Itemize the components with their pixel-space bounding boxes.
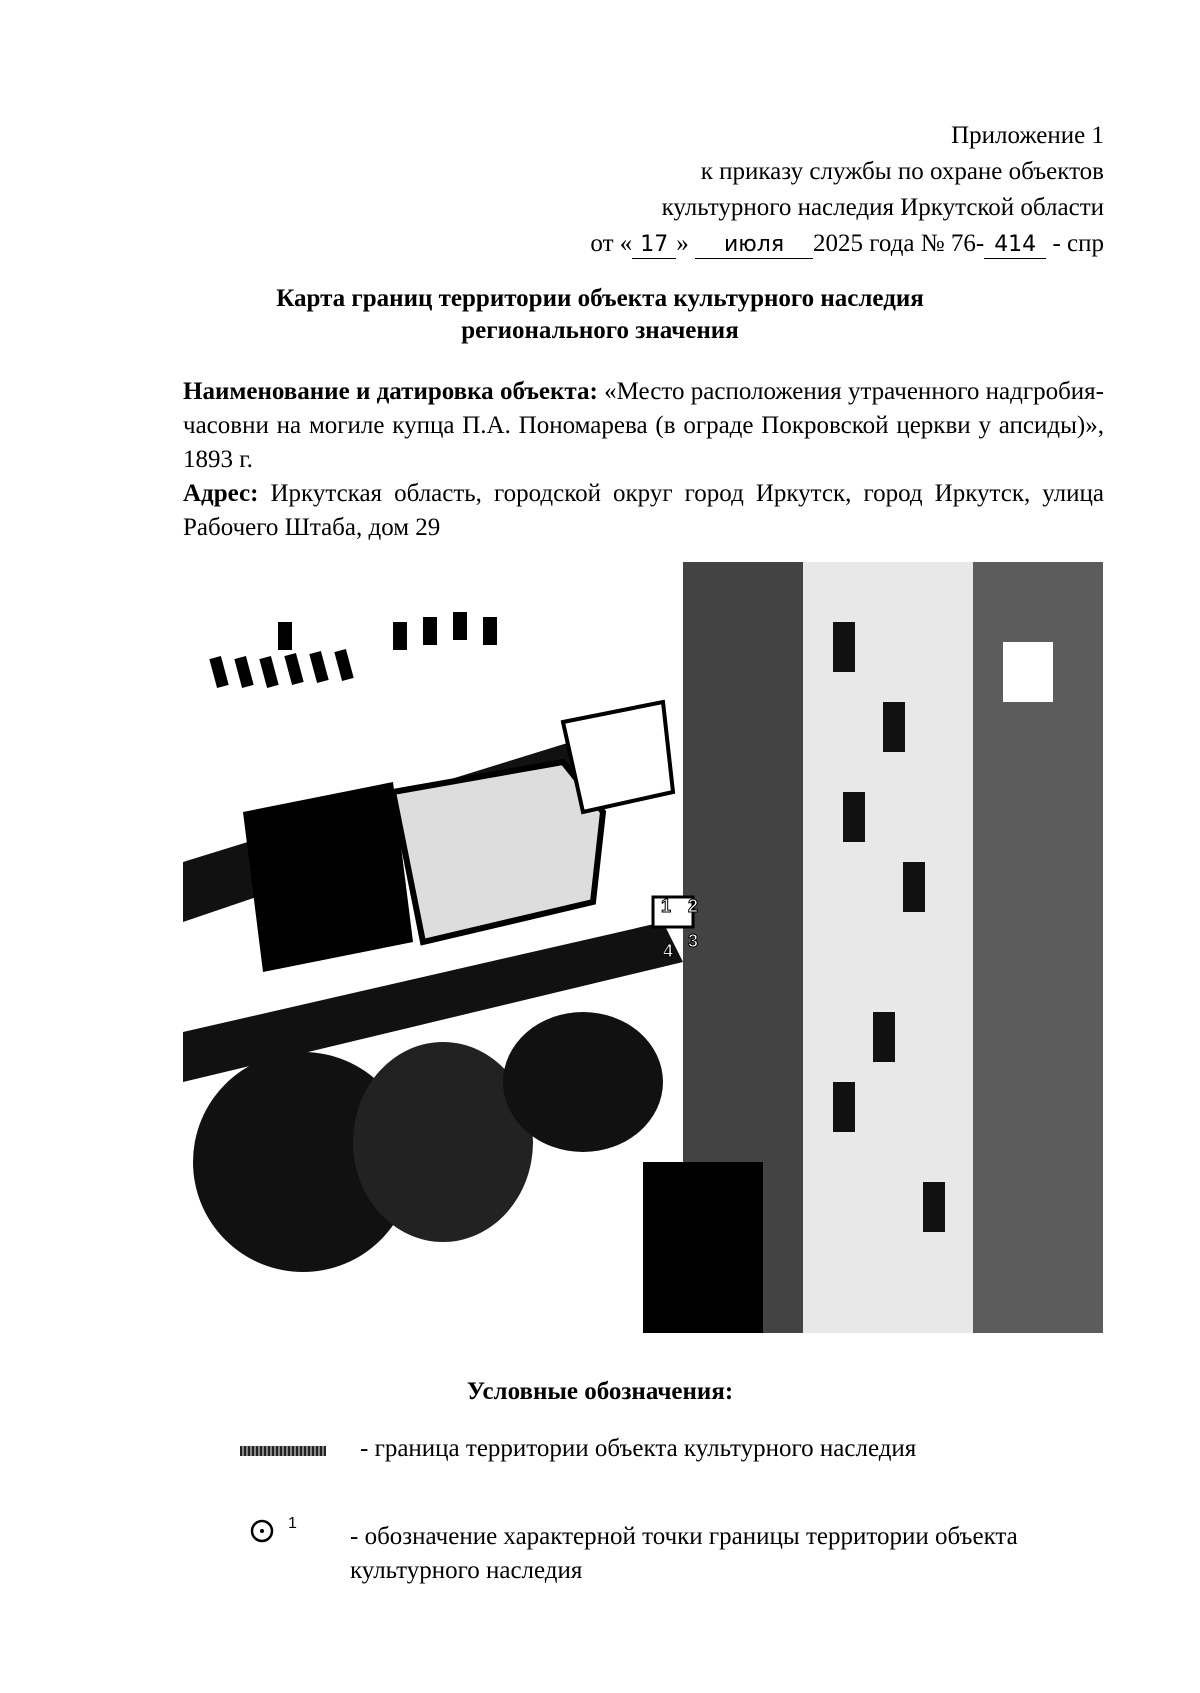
appendix-date-line (590, 226, 1104, 262)
appendix-number: Приложение 1 (951, 122, 1104, 149)
date-year: 2025 года № 76- (813, 230, 985, 257)
title-line-1: Карта границ территории объекта культурного наследия (276, 285, 924, 312)
legend-point-number: 1 (288, 1516, 297, 1532)
object-name (183, 375, 1104, 477)
boundary-line-symbol (240, 1446, 326, 1456)
handwritten-day: 17 (632, 232, 676, 259)
object-address (183, 477, 1104, 545)
document-title (0, 283, 1200, 347)
map-point-4: 4 (663, 941, 674, 961)
appendix-order: к приказу службы по охране объектов (700, 158, 1104, 185)
map-point-3: 3 (688, 931, 699, 951)
date-mid: » (676, 230, 689, 257)
title-line-2: регионального значения (461, 317, 739, 344)
handwritten-number: 414 (984, 232, 1046, 259)
legend-boundary-text: - граница территории объекта культурного наследия (360, 1435, 917, 1462)
object-name-label: Наименование и датировка объекта: (183, 378, 598, 405)
date-prefix: от « (590, 230, 633, 257)
aerial-map (183, 562, 1103, 1333)
address-label: Адрес: (183, 480, 259, 507)
order-suffix: - спр (1052, 230, 1104, 257)
aerial-map-image (183, 562, 1103, 1333)
legend-title: Условные обозначения: (466, 1378, 734, 1405)
boundary-point-icon (250, 1516, 310, 1551)
appendix-service: культурного наследия Иркутской области (661, 194, 1104, 221)
map-point-1: 1 (661, 896, 672, 916)
address-value: Иркутская область, городской округ город Иркутск, город Иркутск, улица Рабочего Штаба, дом 29 (183, 480, 1105, 541)
map-point-2: 2 (688, 896, 699, 916)
appendix-header (590, 118, 1104, 262)
object-name-value: «Место расположения утраченного надгробия-часовни на могиле купца П.А. Пономарева (в ограде Покровской церкви у апсиды)», 1893 г. (183, 378, 1104, 473)
legend-point-text: - обозначение характерной точки границы территории объекта культурного наследия (350, 1523, 1018, 1584)
object-description (183, 375, 1104, 545)
handwritten-month: июля (695, 232, 813, 259)
